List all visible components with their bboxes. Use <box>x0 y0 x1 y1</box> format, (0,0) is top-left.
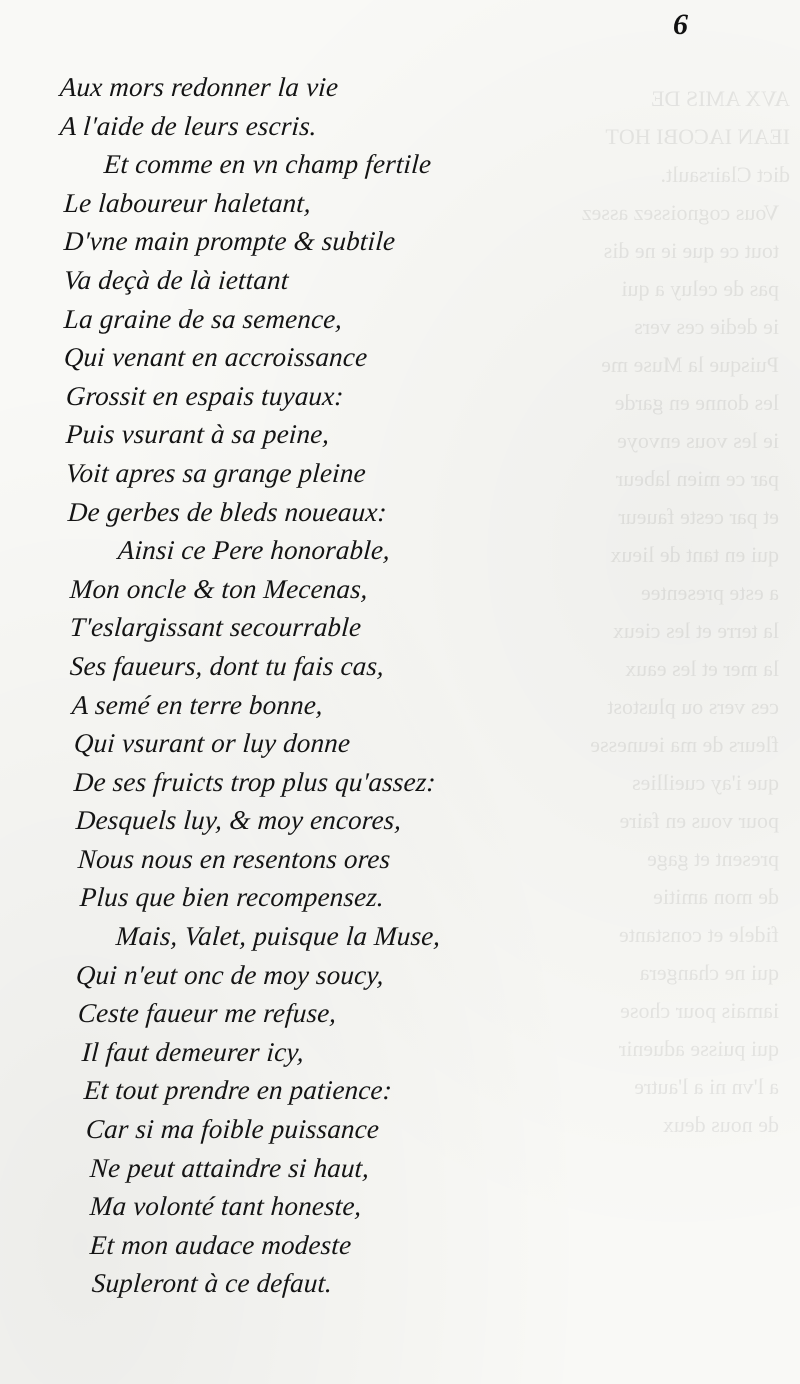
poem-line: Mais, Valet, puisque la Muse, <box>114 921 442 952</box>
poem-line: D'vne main prompte & subtile <box>62 226 397 257</box>
poem-line: Et mon audace modeste <box>88 1229 353 1260</box>
poem-line: Desquels luy, & moy encores, <box>74 805 403 836</box>
poem-line: Qui vsurant or luy donne <box>72 728 352 759</box>
poem-line: T'eslargissant secourrable <box>68 612 363 643</box>
poem-line: Qui venant en accroissance <box>62 342 369 373</box>
poem-line: Ne peut attaindre si haut, <box>88 1152 371 1183</box>
poem-line: Le laboureur haletant, <box>62 187 313 218</box>
poem-line: Ma volonté tant honeste, <box>88 1191 363 1222</box>
poem-line: Il faut demeurer icy, <box>80 1036 306 1067</box>
poem-line: Ceste faueur me refuse, <box>76 998 338 1029</box>
bleed-through-text: AVX AMIS DE IEAN IACOBI HOT dict Clairsault. Vous cognoissez assez tout ce que ie ne dis pas de celuy a qui ie dedie ces vers Puisque la Muse me les donne en garde ie les vous envoye par ce mien labeur et par ceste faueur qui en tant de lieux a este presentee la terre et les cieux la mer et les eaux ces vers ou plustost fleurs de ma ieunesse que i'ay cueillies pour vous en faire present et gage de mon amitie fidele et constante qui ne changera iamais pour chose qui puisse aduenir a l'vn ni a l'autre de nous deux <box>581 86 790 1137</box>
poem-text <box>56 68 476 1303</box>
poem-line: Et comme en vn champ fertile <box>102 149 433 180</box>
poem-line: Supleront à ce defaut. <box>90 1268 334 1299</box>
poem-line: Qui n'eut onc de moy soucy, <box>74 959 386 990</box>
poem-line: Car si ma foible puissance <box>84 1114 381 1145</box>
poem-line: Et tout prendre en patience: <box>82 1075 394 1106</box>
poem-line: Va deçà de là iettant <box>62 264 290 295</box>
page-number: 6 <box>673 8 688 41</box>
poem-line: Plus que bien recompensez. <box>78 882 386 913</box>
poem-line: Ainsi ce Pere honorable, <box>116 535 392 566</box>
poem-line: Voit apres sa grange pleine <box>64 457 367 488</box>
poem-line: Ses faueurs, dont tu fais cas, <box>68 650 386 681</box>
poem-line: Aux mors redonner la vie <box>58 72 340 102</box>
poem-line: A l'aide de leurs escris. <box>58 110 319 141</box>
poem-line: De ses fruicts trop plus qu'assez: <box>72 766 437 797</box>
poem-line: Puis vsurant à sa peine, <box>64 419 331 450</box>
poem-line: Nous nous en resentons ores <box>76 843 392 874</box>
poem-line: A semé en terre bonne, <box>70 689 325 720</box>
poem-line: La graine de sa semence, <box>62 303 344 334</box>
poem-line: Grossit en espais tuyaux: <box>64 380 345 411</box>
poem-line: Mon oncle & ton Mecenas, <box>68 573 370 604</box>
poem-line: De gerbes de bleds noueaux: <box>66 496 388 527</box>
